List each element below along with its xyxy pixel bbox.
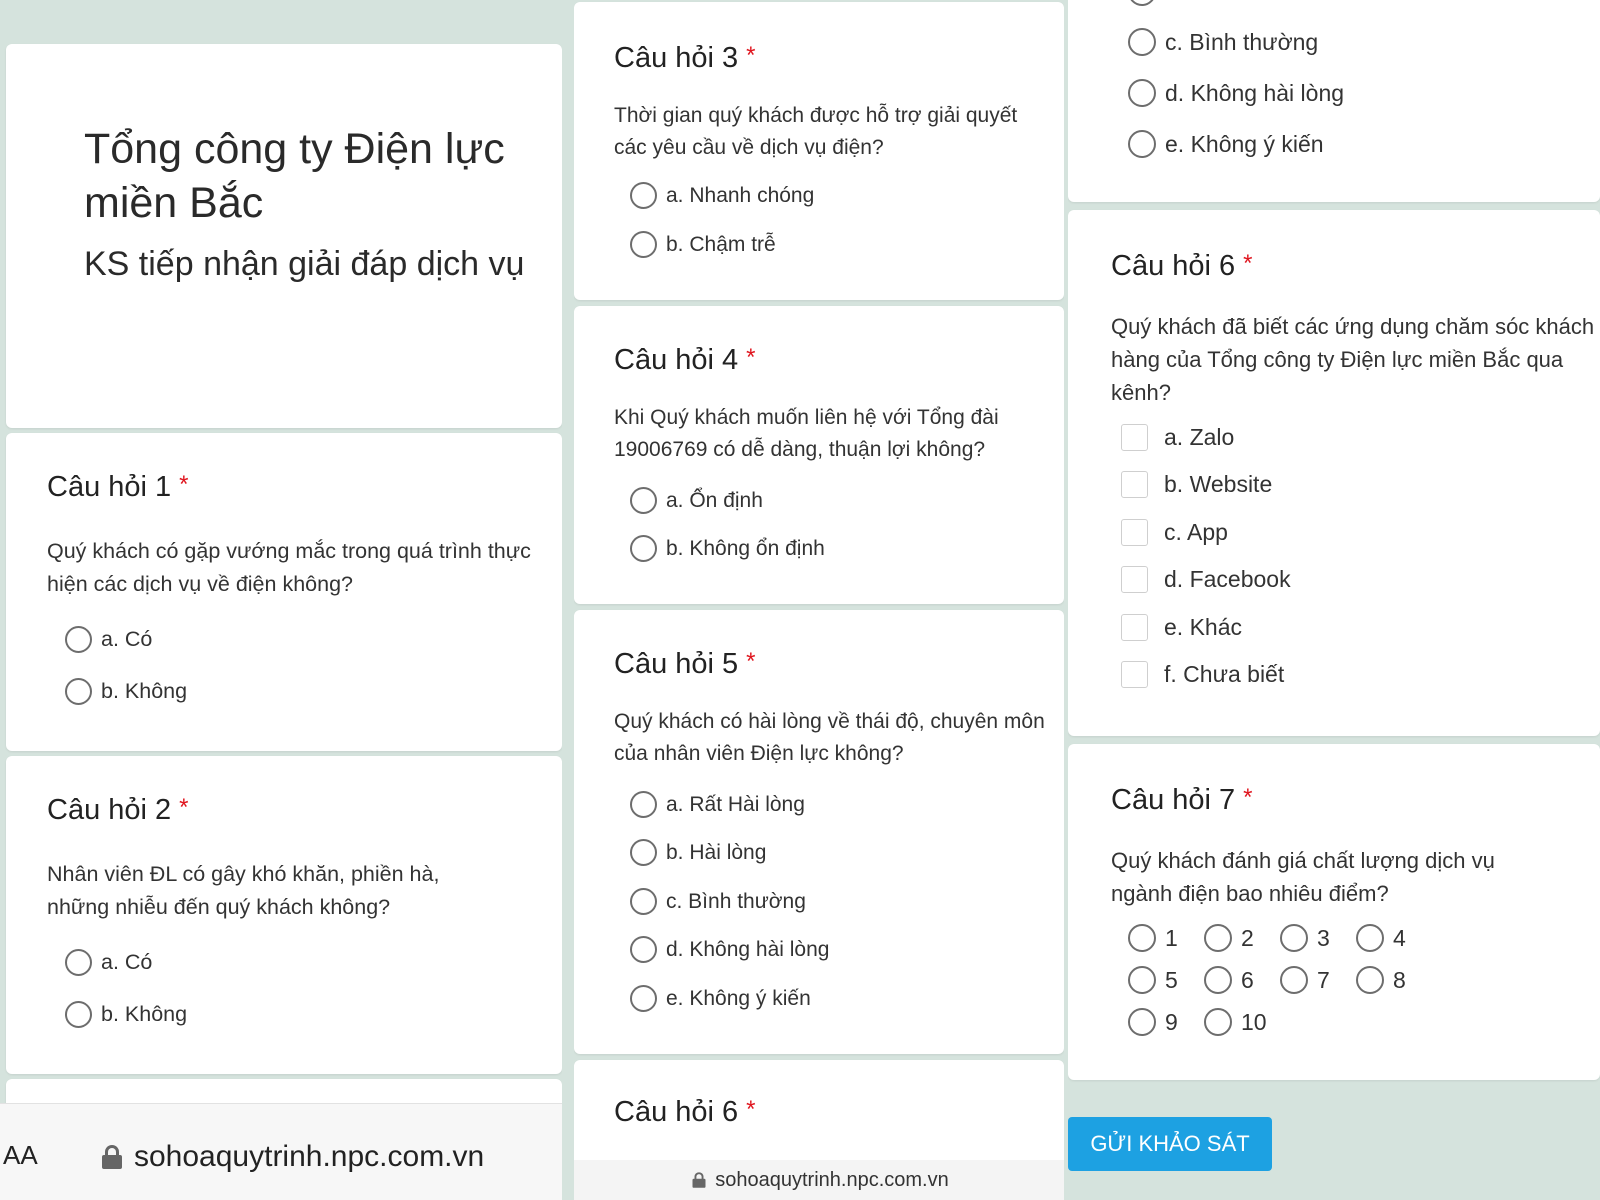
screenshot-panel-3 xyxy=(1068,0,1600,1200)
required-mark: * xyxy=(746,1096,756,1123)
required-mark: * xyxy=(1243,784,1253,811)
question-text: Quý khách đánh giá chất lượng dịch vụ ngành điện bao nhiêu điểm? xyxy=(1111,848,1495,906)
question-title: Câu hỏi 6 * xyxy=(1111,250,1253,282)
radio-button[interactable] xyxy=(1128,28,1156,56)
checkbox[interactable] xyxy=(1121,424,1148,451)
question-text: Quý khách có gặp vướng mắc trong quá trình thực hiện các dịch vụ về điện không? xyxy=(47,539,531,596)
option-q1-b[interactable]: b. Không xyxy=(65,678,187,705)
lock-icon xyxy=(693,1172,706,1188)
question-card-4 xyxy=(574,306,1064,604)
required-mark: * xyxy=(746,344,756,371)
question-text: Nhân viên ĐL có gây khó khăn, phiền hà, những nhiễu đến quý khách không? xyxy=(47,862,440,919)
option-q2-b[interactable]: b. Không xyxy=(65,1001,187,1028)
option-q5-d[interactable]: d. Không hài lòng xyxy=(1128,79,1344,107)
question-text: Khi Quý khách muốn liên hệ với Tổng đài 19006769 có dễ dàng, thuận lợi không? xyxy=(614,406,999,461)
radio-button[interactable] xyxy=(1280,924,1308,952)
question-text: Quý khách đã biết các ứng dụng chăm sóc khách hàng của Tổng công ty Điện lực miền Bắc qua kênh? xyxy=(1111,314,1595,405)
question-title: Câu hỏi 6 * xyxy=(614,1096,756,1128)
url-display[interactable]: sohoaquytrinh.npc.com.vn xyxy=(102,1140,484,1174)
radio-button[interactable] xyxy=(1128,1008,1156,1036)
radio-button[interactable] xyxy=(65,1001,92,1028)
checkbox[interactable] xyxy=(1121,471,1148,498)
question-title: Câu hỏi 3 * xyxy=(614,42,756,74)
checkbox-q6-b[interactable]: b. Website xyxy=(1121,471,1272,498)
option-q1-a[interactable]: a. Có xyxy=(65,626,152,653)
score-option-4[interactable]: 4 xyxy=(1356,924,1406,952)
radio-button[interactable] xyxy=(630,936,657,963)
radio-button[interactable] xyxy=(630,535,657,562)
required-mark: * xyxy=(746,648,756,675)
checkbox[interactable] xyxy=(1121,566,1148,593)
checkbox[interactable] xyxy=(1121,661,1148,688)
score-option-5[interactable]: 5 xyxy=(1128,966,1178,994)
question-title: Câu hỏi 2 * xyxy=(47,794,189,826)
checkbox-q6-e[interactable]: e. Khác xyxy=(1121,614,1242,641)
score-option-10[interactable]: 10 xyxy=(1204,1008,1267,1036)
question-card-6 xyxy=(1068,210,1600,736)
option-q4-a[interactable]: a. Ổn định xyxy=(630,487,763,514)
option-q3-b[interactable]: b. Chậm trễ xyxy=(630,231,776,258)
radio-button[interactable] xyxy=(630,791,657,818)
question-card-7 xyxy=(1068,744,1600,1080)
radio-button[interactable] xyxy=(630,839,657,866)
screenshot-panel-2 xyxy=(574,0,1064,1200)
checkbox-q6-c[interactable]: c. App xyxy=(1121,519,1228,546)
radio-button[interactable] xyxy=(1356,966,1384,994)
radio-button[interactable] xyxy=(630,182,657,209)
question-card-5 xyxy=(574,610,1064,1054)
score-option-2[interactable]: 2 xyxy=(1204,924,1254,952)
question-title: Câu hỏi 4 * xyxy=(614,344,756,376)
radio-button[interactable] xyxy=(1128,966,1156,994)
score-option-7[interactable]: 7 xyxy=(1280,966,1330,994)
radio-button[interactable] xyxy=(65,626,92,653)
question-card-5-partial xyxy=(1068,0,1600,202)
question-card-2 xyxy=(6,756,562,1074)
radio-button[interactable] xyxy=(630,985,657,1012)
form-header-card xyxy=(6,44,562,428)
option-q2-a[interactable]: a. Có xyxy=(65,949,152,976)
score-option-1[interactable]: 1 xyxy=(1128,924,1178,952)
form-title: Tổng công ty Điện lực miền Bắc xyxy=(84,125,505,227)
radio-button[interactable] xyxy=(1128,130,1156,158)
score-option-6[interactable]: 6 xyxy=(1204,966,1254,994)
checkbox[interactable] xyxy=(1121,614,1148,641)
option-q4-b[interactable]: b. Không ổn định xyxy=(630,535,825,562)
question-card-1 xyxy=(6,433,562,751)
checkbox[interactable] xyxy=(1121,519,1148,546)
required-mark: * xyxy=(179,471,189,498)
question-title: Câu hỏi 5 * xyxy=(614,648,756,680)
checkbox-q6-d[interactable]: d. Facebook xyxy=(1121,566,1291,593)
option-q5-c[interactable]: c. Bình thường xyxy=(1128,28,1318,56)
radio-button[interactable] xyxy=(1356,924,1384,952)
submit-survey-button[interactable]: GỬI KHẢO SÁT xyxy=(1068,1117,1272,1171)
screenshot-panel-1 xyxy=(0,0,562,1200)
radio-button[interactable] xyxy=(1128,79,1156,107)
radio-button[interactable] xyxy=(1204,1008,1232,1036)
option-q5-a[interactable]: a. Rất Hài lòng xyxy=(630,791,805,818)
option-q3-a[interactable]: a. Nhanh chóng xyxy=(630,182,814,209)
radio-button[interactable] xyxy=(1128,924,1156,952)
radio-button[interactable] xyxy=(1128,0,1156,6)
radio-button[interactable] xyxy=(1280,966,1308,994)
radio-button[interactable] xyxy=(1204,924,1232,952)
radio-button[interactable] xyxy=(65,949,92,976)
required-mark: * xyxy=(179,794,189,821)
option-q5-b-partial[interactable] xyxy=(1128,0,1165,6)
score-option-8[interactable]: 8 xyxy=(1356,966,1406,994)
radio-button[interactable] xyxy=(630,487,657,514)
question-card-3 xyxy=(574,2,1064,300)
radio-button[interactable] xyxy=(1204,966,1232,994)
required-mark: * xyxy=(746,42,756,69)
form-subtitle: KS tiếp nhận giải đáp dịch vụ xyxy=(84,245,525,283)
score-option-3[interactable]: 3 xyxy=(1280,924,1330,952)
option-q5-e[interactable]: e. Không ý kiến xyxy=(630,985,811,1012)
question-text: Quý khách có hài lòng về thái độ, chuyên môn của nhân viên Điện lực không? xyxy=(614,710,1045,765)
option-q5-d[interactable]: d. Không hài lòng xyxy=(630,936,829,963)
checkbox-q6-a[interactable]: a. Zalo xyxy=(1121,424,1234,451)
score-option-9[interactable]: 9 xyxy=(1128,1008,1178,1036)
browser-address-bar[interactable]: sohoaquytrinh.npc.com.vn xyxy=(574,1160,1064,1200)
question-title: Câu hỏi 1 * xyxy=(47,471,189,503)
option-q5-e[interactable]: e. Không ý kiến xyxy=(1128,130,1324,158)
browser-address-bar[interactable] xyxy=(0,1103,562,1200)
question-title: Câu hỏi 7 * xyxy=(1111,784,1253,816)
checkbox-q6-f[interactable]: f. Chưa biết xyxy=(1121,661,1284,688)
required-mark: * xyxy=(1243,250,1253,277)
text-size-button[interactable]: AA xyxy=(3,1140,38,1170)
radio-button[interactable] xyxy=(630,888,657,915)
question-text: Thời gian quý khách được hỗ trợ giải quyết các yêu cầu về dịch vụ điện? xyxy=(614,104,1018,159)
lock-icon xyxy=(102,1145,122,1169)
option-q5-b[interactable]: b. Hài lòng xyxy=(630,839,766,866)
radio-button[interactable] xyxy=(630,231,657,258)
radio-button[interactable] xyxy=(65,678,92,705)
option-q5-c[interactable]: c. Bình thường xyxy=(630,888,806,915)
